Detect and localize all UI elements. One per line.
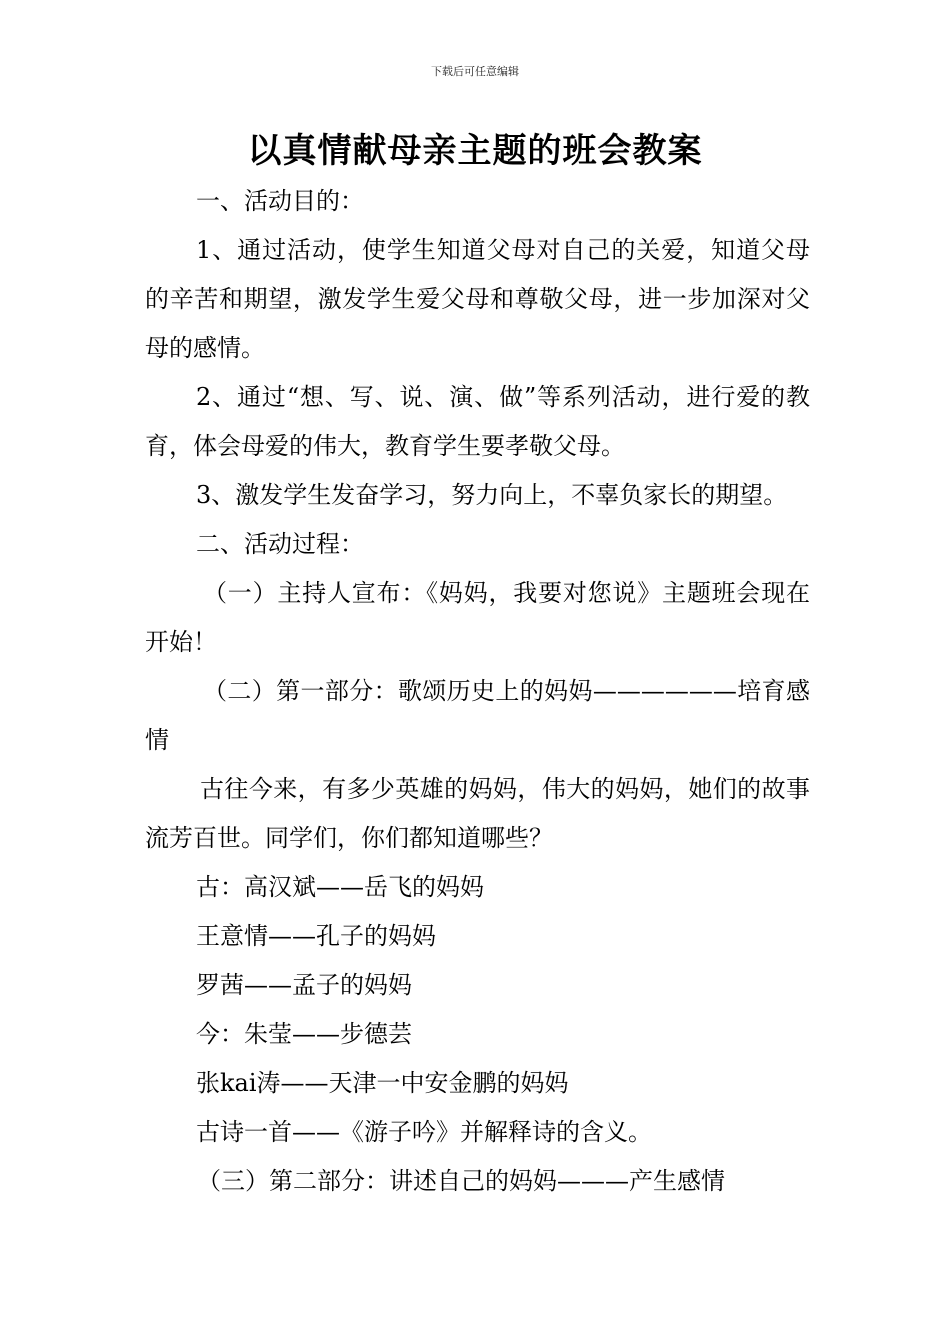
section-heading-process: 二、活动过程： (196, 530, 364, 558)
document-title: 以真情献母亲主题的班会教案 (247, 131, 703, 171)
process-step-1: （一）主持人宣布：《妈妈，我要对您说》主题班会现在开始！ (145, 579, 810, 656)
list-item: 罗茜——孟子的妈妈 (196, 971, 412, 999)
process-step-2: （二）第一部分：歌颂历史上的妈妈——————培育感情 (145, 677, 810, 754)
history-intro-paragraph: 古往今来，有多少英雄的妈妈，伟大的妈妈，她们的故事流芳百世。同学们，你们都知道哪些？ (145, 775, 810, 852)
header-note: 下载后可任意编辑 (431, 65, 519, 78)
goal-paragraph-1: 1、通过活动，使学生知道父母对自己的关爱，知道父母的辛苦和期望，激发学生爱父母和尊敬父母，进一步加深对父母的感情。 (145, 236, 810, 362)
goal-paragraph-3: 3、激发学生发奋学习，努力向上，不辜负家长的期望。 (196, 481, 788, 509)
goal-paragraph-2: 2、通过“想、写、说、演、做”等系列活动，进行爱的教育，体会母爱的伟大，教育学生要孝敬父母。 (145, 383, 810, 460)
process-step-3: （三）第二部分：讲述自己的妈妈———产生感情 (197, 1167, 725, 1195)
list-item: 张kai涛——天津一中安金鹏的妈妈 (196, 1069, 569, 1097)
document-body (145, 177, 810, 1206)
list-item: 王意情——孔子的妈妈 (196, 922, 436, 950)
list-item: 古：高汉斌——岳飞的妈妈 (196, 873, 484, 901)
list-item: 今：朱莹——步德芸 (196, 1020, 412, 1048)
list-item: 古诗一首——《游子吟》并解释诗的含义。 (196, 1118, 652, 1146)
section-heading-goals: 一、活动目的： (196, 187, 364, 215)
